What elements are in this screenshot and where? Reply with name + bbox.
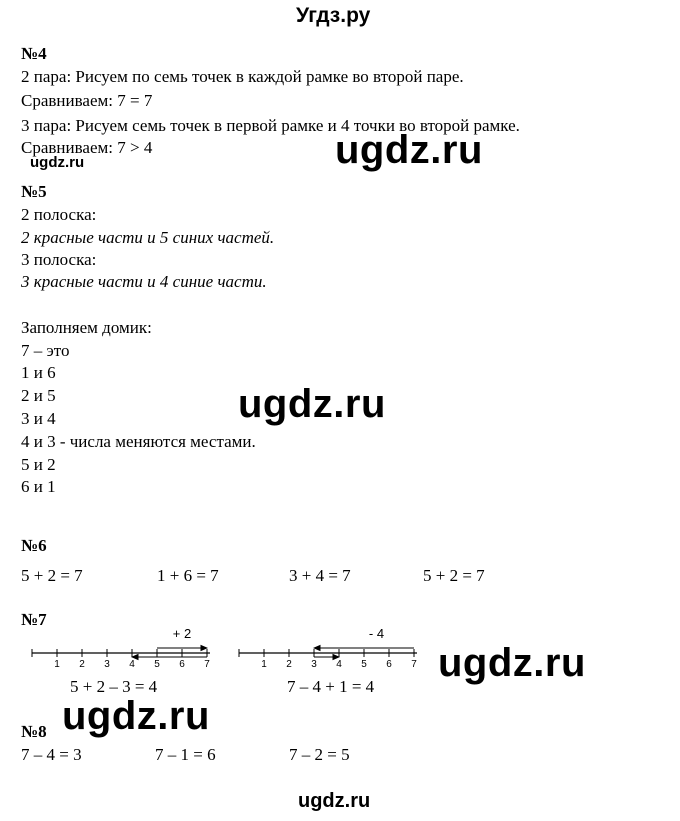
ex5-house-line: 7 – это <box>21 341 70 360</box>
ex5-house-line: 5 и 2 <box>21 455 56 474</box>
tick-label: 7 <box>204 659 210 670</box>
tick-label: 2 <box>286 659 292 670</box>
footer-watermark: ugdz.ru <box>298 790 371 812</box>
tick-label: 1 <box>54 659 60 670</box>
ex5-house-line: 2 и 5 <box>21 386 56 405</box>
tick-label: 4 <box>336 659 342 670</box>
ex8-equation: 7 – 4 = 3 <box>21 745 82 764</box>
watermark-4: ugdz.ru <box>62 694 210 738</box>
exercise-8-heading: №8 <box>21 722 47 741</box>
watermark-1: ugdz.ru <box>335 128 483 172</box>
ex4-line-4: Сравниваем: 7 > 4 <box>21 138 153 157</box>
ex8-equation: 7 – 2 = 5 <box>289 745 350 764</box>
number-line-right <box>239 626 417 670</box>
tick-label: 6 <box>386 659 392 670</box>
tick-label: 1 <box>261 659 267 670</box>
ex6-equation: 3 + 4 = 7 <box>289 566 351 585</box>
ex6-equation: 5 + 2 = 7 <box>423 566 485 585</box>
ex5-house-line: 6 и 1 <box>21 477 56 496</box>
number-lines <box>0 620 440 680</box>
site-title: Угдз.ру <box>296 4 371 27</box>
tick-label: 5 <box>154 659 160 670</box>
arrow-label: - 4 <box>368 626 385 641</box>
ex5-strip2-text: 2 красные части и 5 синих частей. <box>21 228 275 247</box>
ex5-strip3-label: 3 полоска: <box>21 250 97 269</box>
ex6-equation: 5 + 2 = 7 <box>21 566 83 585</box>
tick-label: 6 <box>179 659 185 670</box>
ex6-equation: 1 + 6 = 7 <box>157 566 219 585</box>
ex4-line-3: 3 пара: Рисуем семь точек в первой рамке и 4 точки во второй рамке. <box>21 116 520 135</box>
ex5-house-line: 4 и 3 - числа меняются местами. <box>21 432 256 451</box>
tick-label: 4 <box>129 659 135 670</box>
exercise-4-heading: №4 <box>21 44 47 63</box>
number-line-left <box>32 626 210 670</box>
tick-label: 3 <box>311 659 317 670</box>
ex5-house-line: 1 и 6 <box>21 363 56 382</box>
ex5-strip3-text: 3 красные части и 4 синие части. <box>21 272 267 291</box>
arrow-label: + 2 <box>172 626 192 641</box>
exercise-5-heading: №5 <box>21 182 47 201</box>
tick-label: 5 <box>361 659 367 670</box>
watermark-small: ugdz.ru <box>30 154 85 171</box>
ex8-equation: 7 – 1 = 6 <box>155 745 216 764</box>
ex5-house-intro: Заполняем домик: <box>21 318 152 337</box>
tick-label: 3 <box>104 659 110 670</box>
tick-label: 7 <box>411 659 417 670</box>
ex4-line-2: Сравниваем: 7 = 7 <box>21 91 153 110</box>
watermark-3: ugdz.ru <box>438 641 586 685</box>
tick-label: 2 <box>79 659 85 670</box>
exercise-6-heading: №6 <box>21 536 47 555</box>
exercise-7-heading: №7 <box>21 610 47 629</box>
ex4-line-1: 2 пара: Рисуем по семь точек в каждой рамке во второй паре. <box>21 67 464 86</box>
ex5-house-line: 3 и 4 <box>21 409 56 428</box>
ex7-right-equation: 7 – 4 + 1 = 4 <box>287 677 375 696</box>
ex5-strip2-label: 2 полоска: <box>21 205 97 224</box>
ex7-left-equation: 5 + 2 – 3 = 4 <box>70 677 158 696</box>
watermark-2: ugdz.ru <box>238 382 386 426</box>
